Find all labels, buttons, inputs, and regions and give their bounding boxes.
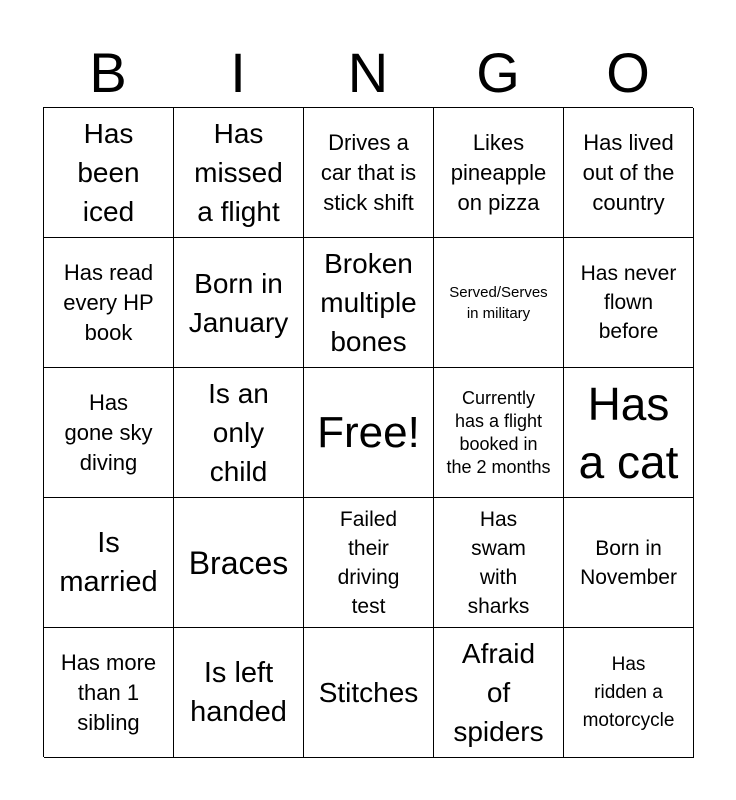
cell-text: Drives a car that is stick shift xyxy=(320,129,417,215)
bingo-cell-1-3[interactable] xyxy=(304,108,434,238)
cell-text: Stitches xyxy=(318,677,419,708)
cell-text: Born in January xyxy=(188,267,289,338)
header-letter-n: N xyxy=(347,41,389,104)
bingo-cell-4-3[interactable] xyxy=(304,498,434,628)
bingo-cell-1-5[interactable] xyxy=(564,108,694,238)
cell-text: Has read every HP book xyxy=(63,259,154,345)
bingo-cell-5-3[interactable] xyxy=(304,628,434,758)
bingo-header xyxy=(43,40,693,106)
bingo-cell-1-4[interactable] xyxy=(434,108,564,238)
bingo-cell-2-1[interactable] xyxy=(44,238,174,368)
bingo-cell-5-4[interactable] xyxy=(434,628,564,758)
cell-text: Has a cat xyxy=(578,377,679,488)
header-letter-o: O xyxy=(606,41,650,104)
bingo-cell-4-4[interactable] xyxy=(434,498,564,628)
bingo-cell-1-1[interactable] xyxy=(44,108,174,238)
cell-text: Born in November xyxy=(580,536,677,589)
cell-text: Has swam with sharks xyxy=(467,507,530,618)
bingo-cell-2-3[interactable] xyxy=(304,238,434,368)
bingo-cell-4-2[interactable] xyxy=(174,498,304,628)
bingo-cell-3-5[interactable] xyxy=(564,368,694,498)
bingo-cell-3-1[interactable] xyxy=(44,368,174,498)
cell-text: Has ridden a motorcycle xyxy=(582,653,675,731)
header-letter-i: I xyxy=(230,41,246,104)
cell-text: Braces xyxy=(188,544,289,581)
header-letter-b: B xyxy=(89,41,127,104)
cell-text: Has missed a flight xyxy=(194,118,283,227)
bingo-cell-2-4[interactable] xyxy=(434,238,564,368)
cell-text: Is an only child xyxy=(208,378,269,487)
cell-text: Broken multiple bones xyxy=(320,248,417,357)
cell-text: Has lived out of the country xyxy=(582,129,675,215)
bingo-cell-1-2[interactable] xyxy=(174,108,304,238)
cell-text: Failed their driving test xyxy=(337,507,400,618)
cell-text: Has been iced xyxy=(77,118,140,227)
cell-text: Afraid of spiders xyxy=(453,638,544,747)
cell-text: Free! xyxy=(317,407,420,457)
cell-text: Is left handed xyxy=(190,656,287,728)
bingo-cell-3-4[interactable] xyxy=(434,368,564,498)
cell-text: Currently has a flight booked in the 2 months xyxy=(446,387,551,477)
bingo-cell-5-5[interactable] xyxy=(564,628,694,758)
cell-text: Is married xyxy=(59,526,158,598)
cell-text: Served/Serves in military xyxy=(449,283,548,322)
bingo-cell-5-1[interactable] xyxy=(44,628,174,758)
bingo-cell-5-2[interactable] xyxy=(174,628,304,758)
bingo-cell-2-2[interactable] xyxy=(174,238,304,368)
bingo-cell-3-3[interactable] xyxy=(304,368,434,498)
bingo-card-grid xyxy=(43,107,693,757)
bingo-cell-3-2[interactable] xyxy=(174,368,304,498)
cell-text: Likes pineapple on pizza xyxy=(450,129,547,215)
cell-text: Has more than 1 sibling xyxy=(60,649,157,735)
cell-text: Has never flown before xyxy=(580,262,677,343)
bingo-cell-2-5[interactable] xyxy=(564,238,694,368)
cell-text: Has gone sky diving xyxy=(64,389,153,475)
header-letter-g: G xyxy=(476,41,520,104)
bingo-cell-4-5[interactable] xyxy=(564,498,694,628)
bingo-cell-4-1[interactable] xyxy=(44,498,174,628)
